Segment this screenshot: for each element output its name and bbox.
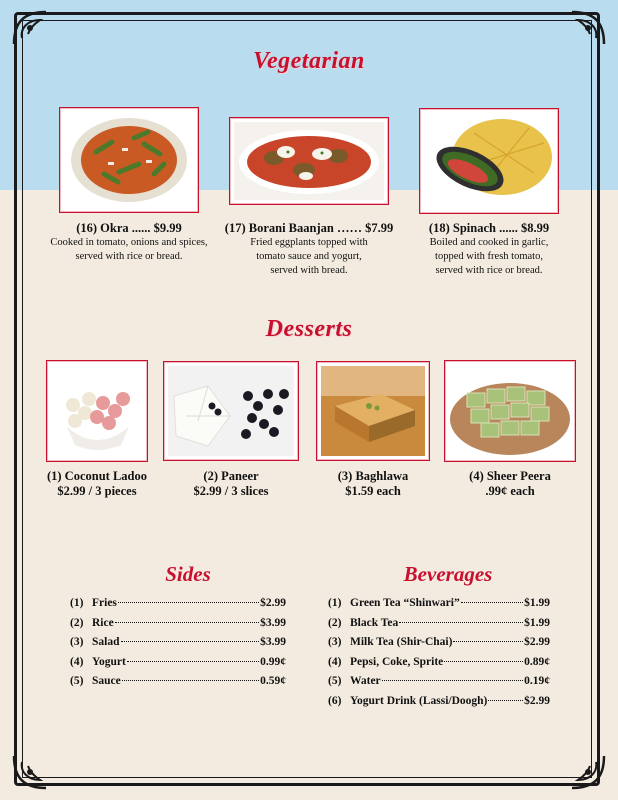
corner-flourish-icon <box>568 8 608 48</box>
list-item <box>328 695 550 715</box>
item-label: Pepsi, Coke, Sprite <box>350 655 444 668</box>
item-number: (5) <box>70 675 84 687</box>
list-item <box>328 675 550 695</box>
dot-leader <box>453 641 523 642</box>
borani-baanjan-photo <box>229 117 389 205</box>
paneer-photo <box>163 361 299 461</box>
dot-leader <box>444 661 523 662</box>
dot-leader <box>121 641 260 642</box>
item-price: $3.99 <box>260 616 286 629</box>
item-label: Sauce <box>92 675 121 687</box>
item-label: Water <box>350 675 381 687</box>
baghlawa-price: $1.59 each <box>345 484 401 498</box>
item-label: Fries <box>92 597 117 609</box>
item-price: $2.99 <box>260 597 286 609</box>
dot-leader <box>461 602 523 603</box>
item-price: 0.19¢ <box>524 675 550 687</box>
item-price: $2.99 <box>524 636 550 648</box>
dot-leader <box>122 680 259 681</box>
corner-flourish-icon <box>10 8 50 48</box>
item-number: (6) <box>328 694 342 707</box>
item-label: Salad <box>92 636 120 648</box>
item-price: $2.99 <box>524 694 550 707</box>
item-price: $1.99 <box>524 597 550 609</box>
borani-baanjan-desc-line: served with bread. <box>270 265 348 276</box>
item-number: (1) <box>70 597 84 609</box>
sheer-peera-caption <box>437 469 583 499</box>
okra-desc-line: Cooked in tomato, onions and spices, <box>50 237 208 248</box>
dot-leader <box>115 622 259 623</box>
list-item <box>70 656 286 676</box>
corner-flourish-icon <box>568 752 608 792</box>
list-item <box>328 636 550 656</box>
item-label: Rice <box>92 616 114 629</box>
spinach-photo <box>419 108 559 214</box>
beverages-list <box>328 597 550 714</box>
sheer-peera-price: .99¢ each <box>485 484 535 498</box>
sheer-peera-name: (4) Sheer Peera <box>469 469 551 483</box>
okra-photo <box>59 107 199 213</box>
desserts-heading: Desserts <box>265 316 353 342</box>
coconut-ladoo-price: $2.99 / 3 pieces <box>57 484 137 498</box>
spinach-name-price: (18) Spinach ...... $8.99 <box>428 221 550 235</box>
list-item <box>328 656 550 676</box>
item-number: (4) <box>328 655 342 668</box>
list-item <box>70 675 286 695</box>
item-number: (2) <box>70 616 84 629</box>
item-number: (5) <box>328 675 342 687</box>
dot-leader <box>127 661 259 662</box>
item-number: (3) <box>328 636 342 648</box>
spinach-desc-line: topped with fresh tomato, <box>435 251 543 262</box>
borani-baanjan-caption <box>214 221 404 278</box>
item-label: Yogurt Drink (Lassi/Doogh) <box>350 694 488 707</box>
item-number: (4) <box>70 655 84 668</box>
list-item <box>70 636 286 656</box>
dot-leader <box>399 622 523 623</box>
dot-leader <box>488 700 523 701</box>
coconut-ladoo-photo <box>46 360 148 462</box>
okra-name-price: (16) Okra ...... $9.99 <box>76 221 182 235</box>
list-item <box>328 617 550 637</box>
corner-flourish-icon <box>10 752 50 792</box>
item-label: Black Tea <box>350 616 399 629</box>
item-price: $1.99 <box>524 616 550 629</box>
list-item <box>70 597 286 617</box>
spinach-caption <box>400 221 578 278</box>
coconut-ladoo-caption <box>24 469 170 499</box>
okra-caption <box>40 221 218 264</box>
sides-list <box>70 597 286 695</box>
baghlawa-photo <box>316 361 430 461</box>
item-price: $3.99 <box>260 636 286 648</box>
item-number: (3) <box>70 636 84 648</box>
dot-leader <box>118 602 259 603</box>
spinach-desc-line: Boiled and cooked in garlic, <box>429 237 549 248</box>
borani-baanjan-desc-line: Fried eggplants topped with <box>250 237 368 248</box>
okra-desc-line: served with rice or bread. <box>75 251 183 262</box>
item-number: (2) <box>328 616 342 629</box>
paneer-price: $2.99 / 3 slices <box>193 484 269 498</box>
beverages-heading: Beverages <box>403 562 493 586</box>
sheer-peera-photo <box>444 360 576 462</box>
item-price: 0.89¢ <box>524 655 550 668</box>
item-label: Yogurt <box>92 655 126 668</box>
paneer-caption <box>158 469 304 499</box>
coconut-ladoo-name: (1) Coconut Ladoo <box>46 469 147 483</box>
sides-heading: Sides <box>165 562 211 586</box>
item-price: 0.59¢ <box>260 675 286 687</box>
list-item <box>328 597 550 617</box>
vegetarian-heading: Vegetarian <box>253 48 365 74</box>
item-price: 0.99¢ <box>260 655 286 668</box>
spinach-desc-line: served with rice or bread. <box>435 265 543 276</box>
borani-baanjan-desc-line: tomato sauce and yogurt, <box>256 251 362 262</box>
item-label: Milk Tea (Shir-Chai) <box>350 636 453 648</box>
item-label: Green Tea “Shinwari” <box>350 597 460 609</box>
baghlawa-caption <box>300 469 446 499</box>
item-number: (1) <box>328 597 342 609</box>
borani-baanjan-name-price: (17) Borani Baanjan …… $7.99 <box>224 221 394 235</box>
dot-leader <box>382 680 523 681</box>
list-item <box>70 617 286 637</box>
paneer-name: (2) Paneer <box>203 469 259 483</box>
baghlawa-name: (3) Baghlawa <box>337 469 409 483</box>
